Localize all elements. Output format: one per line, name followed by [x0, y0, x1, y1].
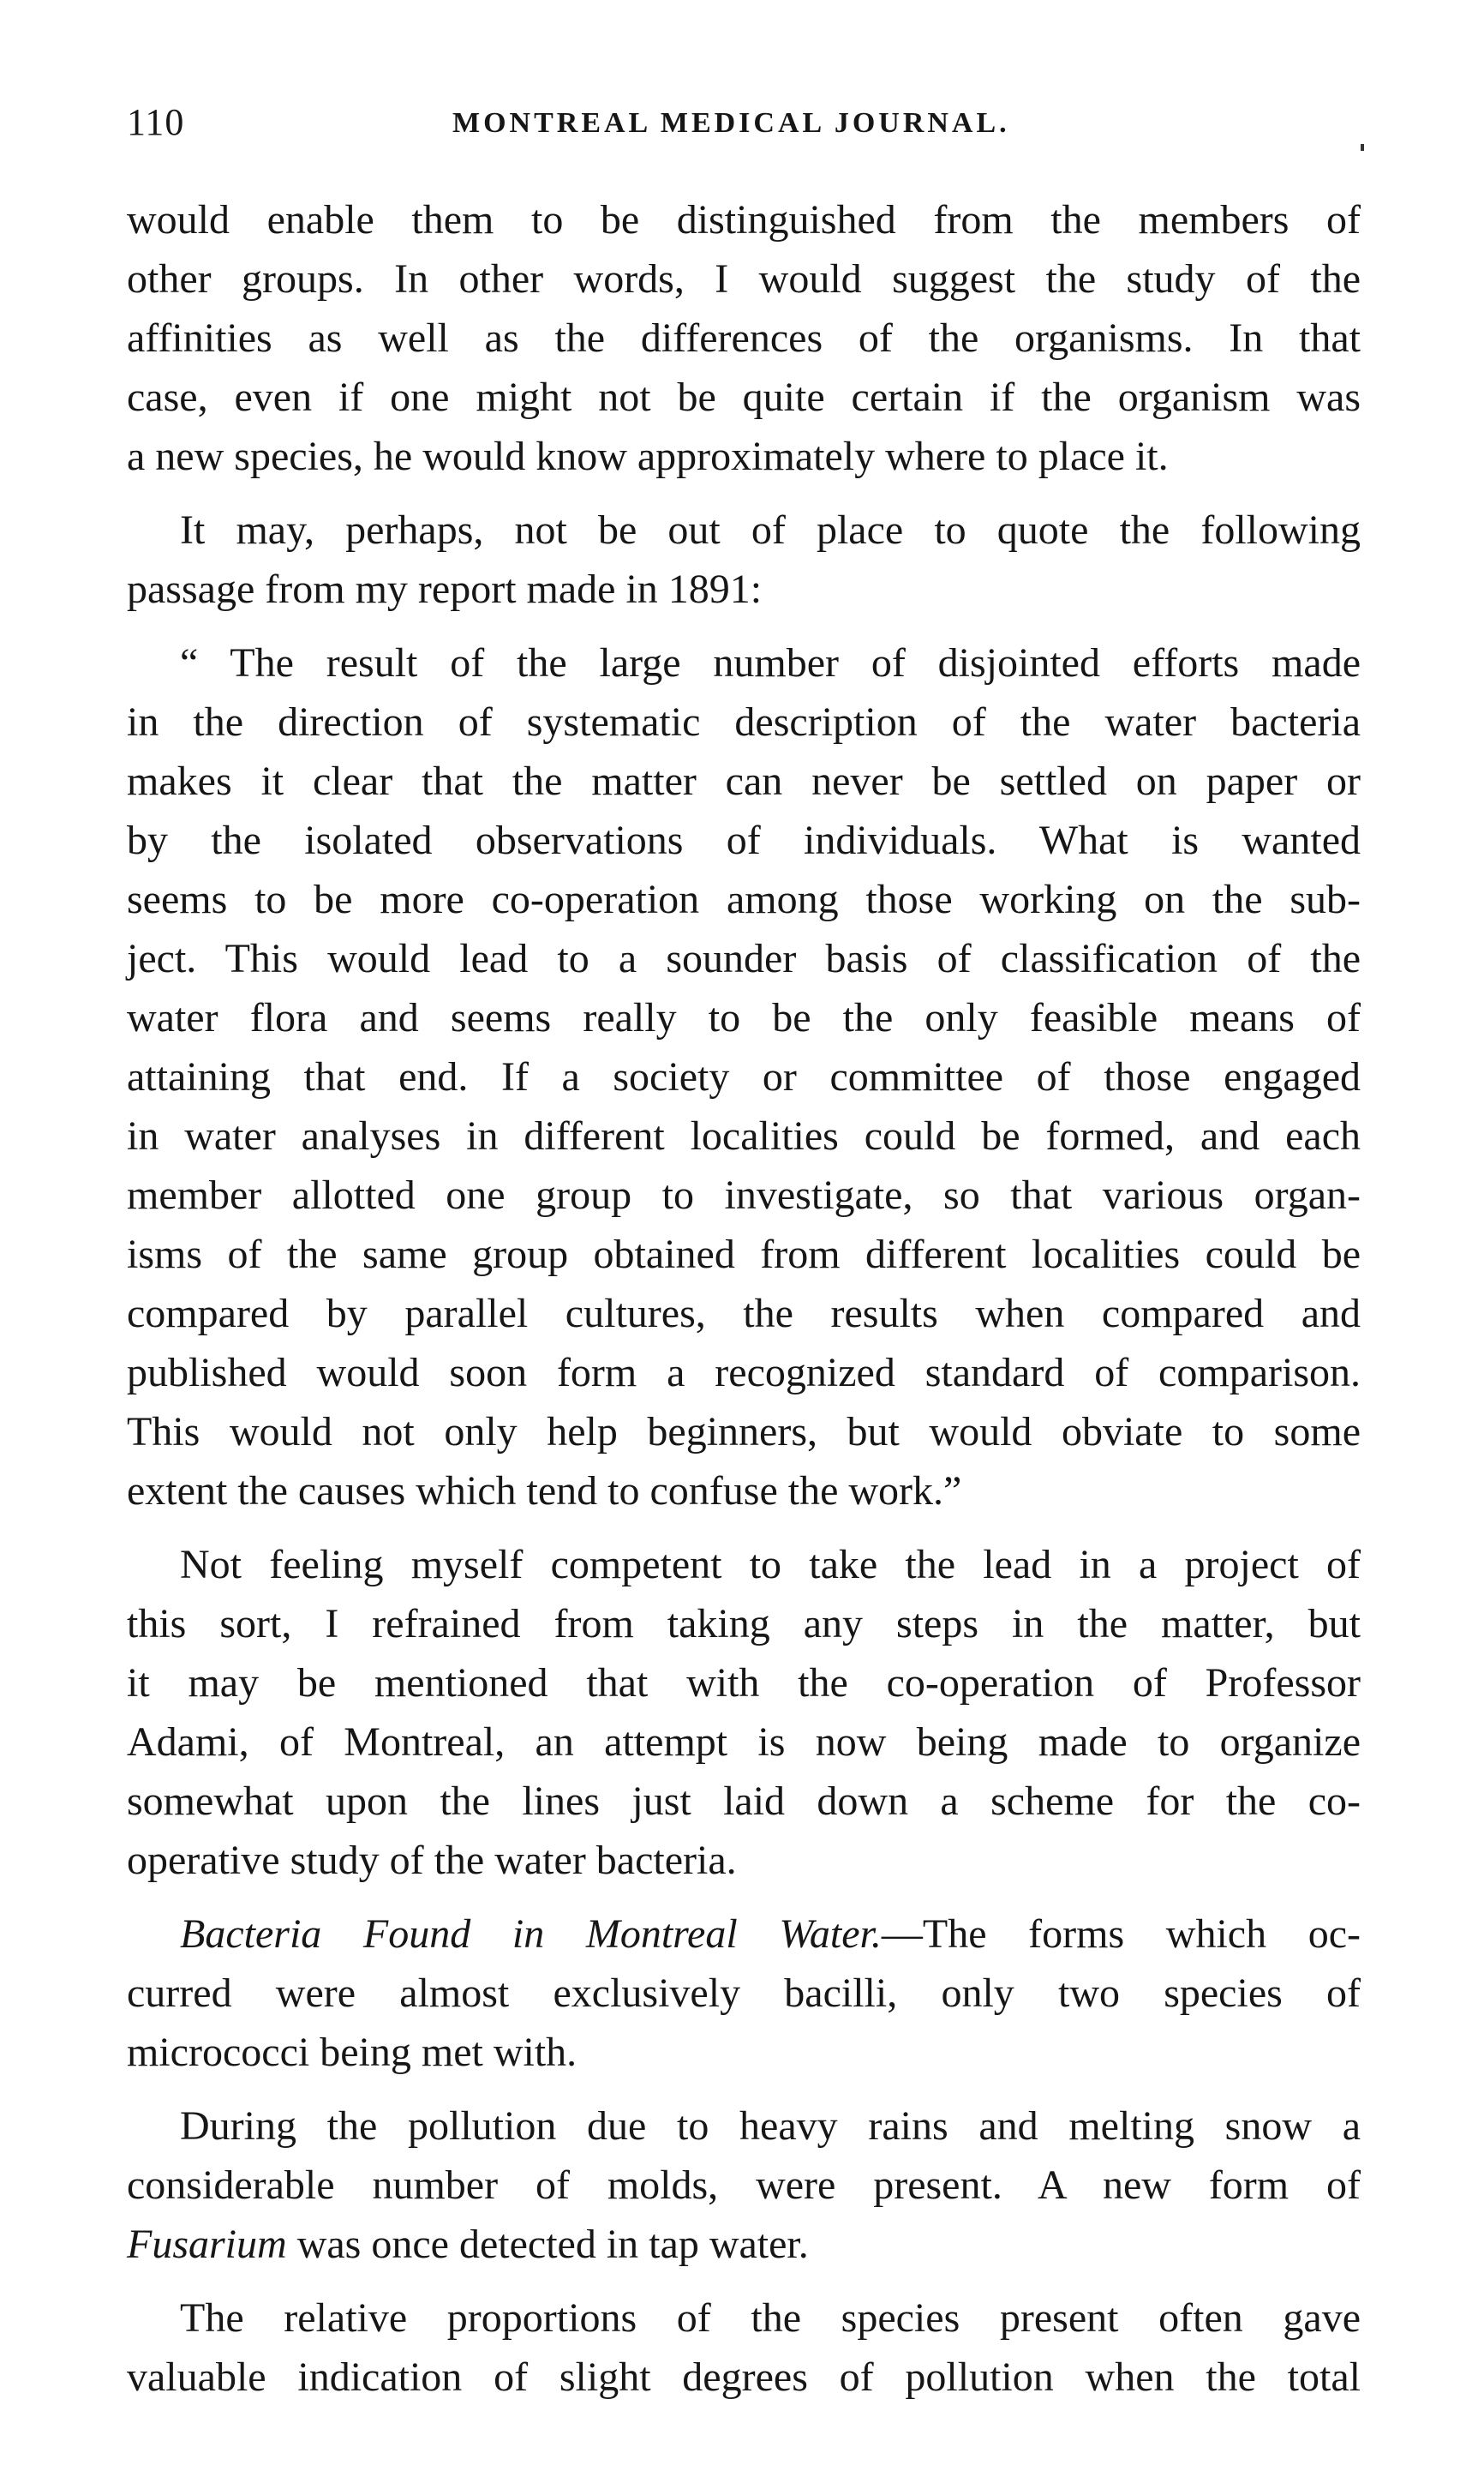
text-line: affinities as well as the differences of the organisms. In that	[127, 315, 1361, 361]
paragraph-bacteria-found	[127, 1904, 1361, 2082]
text-line: other groups. In other words, I would suggest the study of the	[127, 256, 1361, 302]
page-number: 110	[127, 101, 185, 143]
text-line: in water analyses in different localities could be formed, and each	[127, 1113, 1361, 1159]
paragraph-relative-proportions	[127, 2288, 1361, 2407]
text-line: in the direction of systematic description of the water bacteria	[127, 699, 1361, 745]
text-line: The relative proportions of the species present often gave	[180, 2295, 1361, 2341]
paragraph-quotation	[127, 633, 1361, 1520]
text-line: member allotted one group to investigate, so that various organ-	[127, 1173, 1361, 1218]
text-line	[127, 2215, 1361, 2274]
text-line: attaining that end. If a society or committee of those engaged	[127, 1054, 1361, 1100]
text-line: somewhat upon the lines just laid down a scheme for the co-	[127, 1778, 1361, 1824]
text-line: curred were almost exclusively bacilli, only two species of	[127, 1970, 1361, 2016]
text-line: valuable indication of slight degrees of pollution when the total	[127, 2354, 1361, 2400]
text-line: micrococci being met with.	[127, 2030, 577, 2075]
body-text	[127, 190, 1361, 2407]
line-continuation: —The forms which oc-	[881, 1911, 1361, 1957]
paragraph-1	[127, 190, 1361, 486]
section-heading-italic: Bacteria Found in Montreal Water.	[180, 1911, 882, 1957]
text-line: “ The result of the large number of disjointed efforts made	[180, 640, 1361, 686]
text-line: Not feeling myself competent to take the lead in a project of	[180, 1542, 1361, 1587]
text-line: considerable number of molds, were present. A new form of	[127, 2162, 1361, 2208]
text-line: operative study of the water bacteria.	[127, 1838, 737, 1883]
running-head: MONTREAL MEDICAL JOURNAL.	[452, 107, 1010, 139]
text-line: it may be mentioned that with the co-operation of Professor	[127, 1660, 1361, 1706]
ink-speck	[1361, 144, 1364, 151]
paragraph-2	[127, 501, 1361, 619]
text-line: Adami, of Montreal, an attempt is now being made to organize	[127, 1719, 1361, 1765]
text-line: isms of the same group obtained from different localities could be	[127, 1232, 1361, 1277]
text-line: extent the causes which tend to confuse the work.”	[127, 1468, 962, 1514]
page-header	[127, 101, 1369, 161]
text-line: compared by parallel cultures, the results when compared and	[127, 1291, 1361, 1336]
text-line: makes it clear that the matter can never be settled on paper or	[127, 759, 1361, 804]
italic-genus-name: Fusarium	[127, 2222, 287, 2267]
text-line: water flora and seems really to be the only feasible means of	[127, 995, 1361, 1041]
text-line: case, even if one might not be quite certain if the organism was	[127, 375, 1361, 420]
text-line: seems to be more co-operation among those working on the sub-	[127, 877, 1361, 922]
text-line: During the pollution due to heavy rains and melting snow a	[180, 2103, 1361, 2149]
text-line: This would not only help beginners, but would obviate to some	[127, 1409, 1361, 1454]
line-tail: was once detected in tap water.	[286, 2222, 809, 2267]
text-line: would enable them to be distinguished from the members of	[127, 197, 1361, 243]
text-line: It may, perhaps, not be out of place to quote the following	[180, 507, 1361, 553]
text-line	[127, 1904, 1361, 1964]
text-line: this sort, I refrained from taking any steps in the matter, but	[127, 1601, 1361, 1646]
paragraph-pollution	[127, 2096, 1361, 2274]
text-line: published would soon form a recognized standard of comparison.	[127, 1350, 1361, 1395]
text-line: passage from my report made in 1891:	[127, 567, 763, 612]
text-line: by the isolated observations of individuals. What is wanted	[127, 818, 1361, 863]
text-line: a new species, he would know approximately where to place it.	[127, 434, 1169, 479]
paragraph-4	[127, 1535, 1361, 1890]
text-line: ject. This would lead to a sounder basis of classification of the	[127, 936, 1361, 981]
